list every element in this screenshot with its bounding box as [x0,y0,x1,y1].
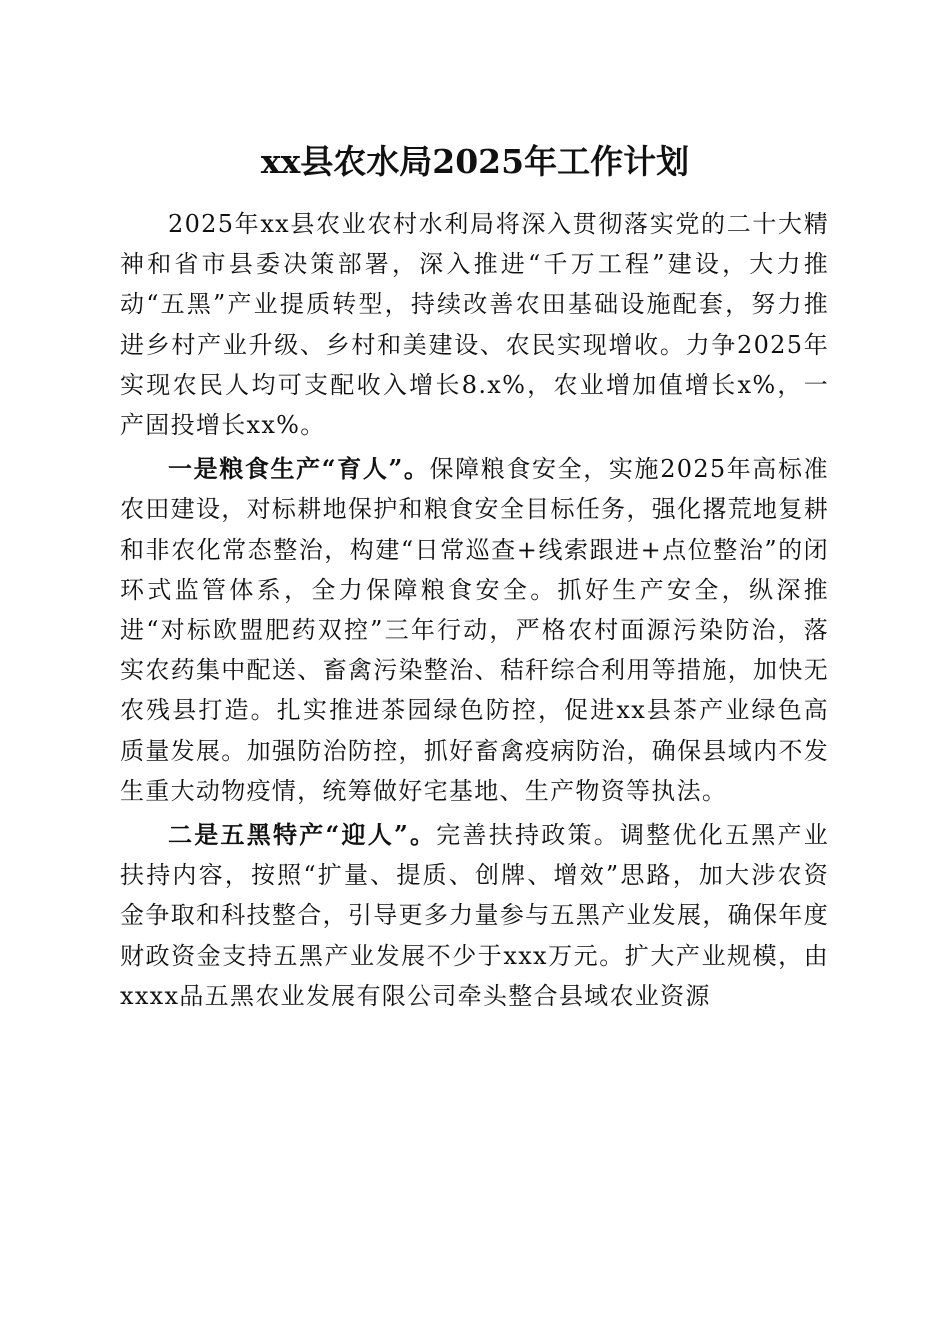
paragraph-five-black-specialty [120,815,829,1016]
paragraph-lead: 二是五黑特产“迎人”。 [168,820,437,850]
paragraph-grain-production [120,449,829,811]
paragraph-text: 2025年xx县农业农村水利局将深入贯彻落实党的二十大精神和省市县委决策部署，深入推进“千万工程”建设，大力推动“五黑”产业提质转型，持续改善农田基础设施配套，努力推进乡村产业升级、乡村和美建设、农民实现增收。力争2025年实现农民人均可支配收入增长8.x%，农业增加值增长x%，一产固投增长xx%。 [120,210,829,440]
paragraph-text: 完善扶持政策。调整优化五黑产业扶持内容，按照“扩量、提质、创牌、增效”思路，加大涉农资金争取和科技整合，引导更多力量参与五黑产业发展，确保年度财政资金支持五黑产业发展不少于xxx万元。扩大产业规模，由xxxx品五黑农业发展有限公司牵头整合县域农业资源 [120,821,829,1010]
document-body [120,204,829,1016]
paragraph-intro [120,204,829,445]
document-title: xx县农水局2025年工作计划 [260,142,690,181]
paragraph-text: 保障粮食安全，实施2025年高标准农田建设，对标耕地保护和粮食安全目标任务，强化撂荒地复耕和非农化常态整治，构建“日常巡查+线索跟进+点位整治”的闭环式监管体系，全力保障粮食安全。抓好生产安全，纵深推进“对标欧盟肥药双控”三年行动，严格农村面源污染防治，落实农药集中配送、畜禽污染整治、秸秆综合利用等措施，加快无农残县打造。扎实推进茶园绿色防控，促进xx县茶产业绿色高质量发展。加强防治防控，抓好畜禽疫病防治，确保县域内不发生重大动物疫情，统筹做好宅基地、生产物资等执法。 [120,455,829,805]
paragraph-lead: 一是粮食生产“育人”。 [168,454,430,484]
